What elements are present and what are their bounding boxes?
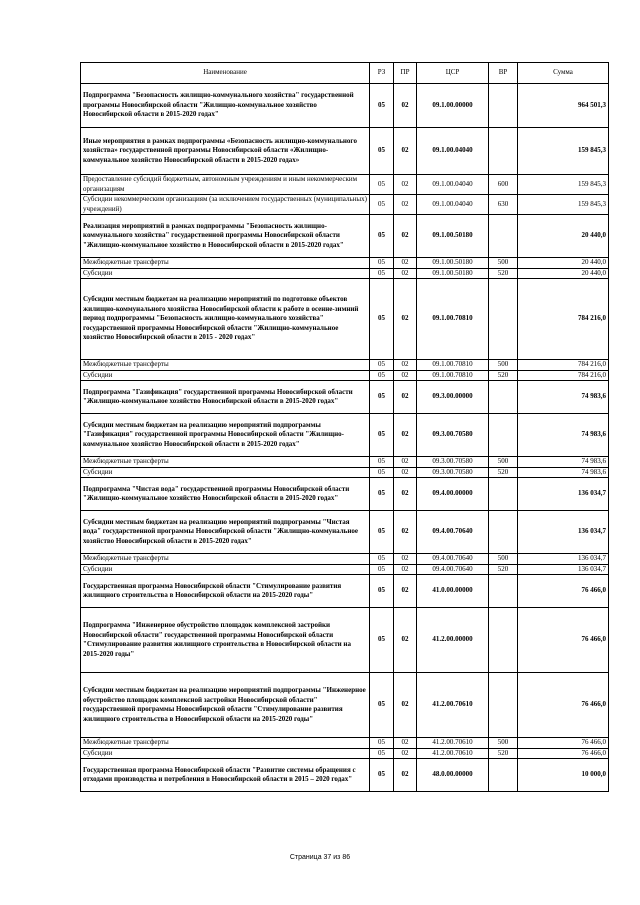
cell-name: Подпрограмма "Безопасность жилищно-коммунального хозяйства" государственной программы Новосибирской области "Жилищно-коммунальное хозяйство Новосибирской области в 2015-2020 годах" (81, 84, 370, 128)
cell-csr: 09.4.00.70640 (417, 564, 489, 575)
header-rz: РЗ (370, 63, 394, 84)
cell-name: Межбюджетные трансферты (81, 457, 370, 468)
cell-pr: 02 (394, 457, 417, 468)
cell-vr: 500 (489, 457, 518, 468)
cell-vr (489, 215, 518, 258)
cell-name: Межбюджетные трансферты (81, 554, 370, 565)
cell-vr: 520 (489, 748, 518, 759)
cell-name: Субсидии местным бюджетам на реализацию мероприятий подпрограммы "Газификация" государственной программы Новосибирской области "Жилищно-коммунальное хозяйство Новосибирской области в 2015-2020 годах" (81, 414, 370, 457)
cell-rz: 05 (370, 258, 394, 269)
cell-pr: 02 (394, 575, 417, 608)
cell-rz: 05 (370, 195, 394, 215)
budget-table (80, 62, 609, 792)
cell-name: Субсидии (81, 748, 370, 759)
cell-pr: 02 (394, 673, 417, 738)
cell-pr: 02 (394, 554, 417, 565)
cell-pr: 02 (394, 128, 417, 175)
header-sum: Сумма (518, 63, 609, 84)
cell-csr: 09.1.00.70810 (417, 360, 489, 371)
cell-vr: 520 (489, 268, 518, 279)
cell-sum: 74 983,6 (518, 457, 609, 468)
table-row (81, 279, 609, 360)
cell-csr: 09.3.00.70580 (417, 414, 489, 457)
cell-name: Субсидии местным бюджетам на реализацию мероприятий по подготовке объектов жилищно-коммунального хозяйства Новосибирской области к работе в осенне-зимний период подпрограммы "Безопасность жилищно-коммунального хозяйства" государственной программы Новосибирской области "Жилищно-коммунальное хозяйство Новосибирской области в 2015 - 2020 годах" (81, 279, 370, 360)
table-row (81, 128, 609, 175)
table-body (81, 84, 609, 792)
cell-csr: 09.1.00.00000 (417, 84, 489, 128)
header-csr: ЦСР (417, 63, 489, 84)
cell-rz: 05 (370, 457, 394, 468)
cell-csr: 09.1.00.50180 (417, 258, 489, 269)
cell-name: Субсидии местным бюджетам на реализацию мероприятий подпрограммы "Инженерное обустройство площадок комплексной застройки Новосибирской области" государственной программы Новосибирской области "Стимулирование развития жилищного строительства в Новосибирской области на 2015-2020 годы" (81, 673, 370, 738)
cell-vr (489, 279, 518, 360)
cell-sum: 76 466,0 (518, 748, 609, 759)
cell-sum: 20 440,0 (518, 268, 609, 279)
cell-csr: 41.2.00.70610 (417, 748, 489, 759)
cell-csr: 09.3.00.00000 (417, 381, 489, 414)
cell-rz: 05 (370, 128, 394, 175)
cell-rz: 05 (370, 84, 394, 128)
cell-name: Государственная программа Новосибирской области "Стимулирование развития жилищного строительства в Новосибирской области на 2015-2020 годы" (81, 575, 370, 608)
header-pr: ПР (394, 63, 417, 84)
cell-sum: 159 845,3 (518, 195, 609, 215)
cell-vr (489, 575, 518, 608)
cell-pr: 02 (394, 564, 417, 575)
cell-sum: 76 466,0 (518, 673, 609, 738)
cell-csr: 09.3.00.70580 (417, 457, 489, 468)
cell-sum: 784 216,0 (518, 360, 609, 371)
cell-sum: 136 034,7 (518, 564, 609, 575)
cell-sum: 20 440,0 (518, 215, 609, 258)
cell-rz: 05 (370, 673, 394, 738)
cell-name: Субсидии некоммерческим организациям (за исключением государственных (муниципальных) учреждений) (81, 195, 370, 215)
table-row (81, 195, 609, 215)
cell-vr: 600 (489, 175, 518, 195)
cell-vr: 630 (489, 195, 518, 215)
cell-rz: 05 (370, 360, 394, 371)
cell-vr (489, 84, 518, 128)
cell-csr: 09.1.00.04040 (417, 175, 489, 195)
cell-csr: 41.2.00.70610 (417, 738, 489, 749)
cell-name: Межбюджетные трансферты (81, 360, 370, 371)
cell-pr: 02 (394, 215, 417, 258)
cell-csr: 09.1.00.50180 (417, 215, 489, 258)
cell-vr (489, 511, 518, 554)
cell-sum: 20 440,0 (518, 258, 609, 269)
cell-rz: 05 (370, 575, 394, 608)
cell-pr: 02 (394, 608, 417, 673)
cell-vr: 520 (489, 370, 518, 381)
cell-vr: 500 (489, 258, 518, 269)
cell-csr: 09.1.00.04040 (417, 195, 489, 215)
cell-csr: 41.0.00.00000 (417, 575, 489, 608)
table-row (81, 268, 609, 279)
cell-vr (489, 673, 518, 738)
cell-vr: 500 (489, 738, 518, 749)
cell-rz: 05 (370, 748, 394, 759)
cell-pr: 02 (394, 467, 417, 478)
cell-name: Субсидии (81, 467, 370, 478)
table-row (81, 175, 609, 195)
cell-sum: 76 466,0 (518, 575, 609, 608)
cell-pr: 02 (394, 360, 417, 371)
cell-pr: 02 (394, 738, 417, 749)
cell-rz: 05 (370, 738, 394, 749)
cell-pr: 02 (394, 268, 417, 279)
cell-name: Иные мероприятия в рамках подпрограммы «Безопасность жилищно-коммунального хозяйства» государственной программы Новосибирской области «Жилищно-коммунальное хозяйство Новосибирской области в 2015-2020 годах» (81, 128, 370, 175)
cell-pr: 02 (394, 748, 417, 759)
cell-vr: 520 (489, 564, 518, 575)
cell-name: Государственная программа Новосибирской области "Развитие системы обращения с отходами производства и потребления в Новосибирской области в 2015 – 2020 годах" (81, 759, 370, 792)
cell-sum: 136 034,7 (518, 511, 609, 554)
cell-name: Подпрограмма "Газификация" государственной программы Новосибирской области "Жилищно-коммунальное хозяйство Новосибирской области в 2015-2020 годах" (81, 381, 370, 414)
cell-name: Субсидии (81, 564, 370, 575)
cell-name: Субсидии (81, 370, 370, 381)
cell-rz: 05 (370, 370, 394, 381)
cell-vr (489, 128, 518, 175)
cell-csr: 41.2.00.70610 (417, 673, 489, 738)
cell-sum: 159 845,3 (518, 128, 609, 175)
cell-pr: 02 (394, 258, 417, 269)
cell-csr: 09.3.00.70580 (417, 467, 489, 478)
cell-vr (489, 381, 518, 414)
cell-pr: 02 (394, 195, 417, 215)
cell-csr: 09.4.00.70640 (417, 554, 489, 565)
cell-pr: 02 (394, 511, 417, 554)
cell-vr (489, 759, 518, 792)
table-row (81, 414, 609, 457)
cell-pr: 02 (394, 414, 417, 457)
cell-rz: 05 (370, 608, 394, 673)
table-row (81, 748, 609, 759)
cell-rz: 05 (370, 511, 394, 554)
table-row (81, 738, 609, 749)
cell-rz: 05 (370, 215, 394, 258)
cell-rz: 05 (370, 554, 394, 565)
cell-name: Субсидии (81, 268, 370, 279)
cell-rz: 05 (370, 279, 394, 360)
cell-sum: 136 034,7 (518, 478, 609, 511)
table-row (81, 381, 609, 414)
table-row (81, 370, 609, 381)
cell-name: Подпрограмма "Чистая вода" государственной программы Новосибирской области "Жилищно-коммунальное хозяйство Новосибирской области в 2015-2020 годах" (81, 478, 370, 511)
table-row (81, 258, 609, 269)
table-row (81, 673, 609, 738)
cell-rz: 05 (370, 467, 394, 478)
cell-csr: 09.4.00.70640 (417, 511, 489, 554)
cell-vr (489, 414, 518, 457)
cell-csr: 09.1.00.50180 (417, 268, 489, 279)
header-name: Наименование (81, 63, 370, 84)
cell-rz: 05 (370, 268, 394, 279)
table-row (81, 84, 609, 128)
cell-name: Межбюджетные трансферты (81, 258, 370, 269)
header-vr: ВР (489, 63, 518, 84)
cell-pr: 02 (394, 370, 417, 381)
cell-pr: 02 (394, 478, 417, 511)
cell-sum: 159 845,3 (518, 175, 609, 195)
cell-sum: 74 983,6 (518, 467, 609, 478)
cell-vr (489, 478, 518, 511)
cell-rz: 05 (370, 175, 394, 195)
cell-csr: 41.2.00.00000 (417, 608, 489, 673)
cell-pr: 02 (394, 279, 417, 360)
cell-csr: 09.1.00.70810 (417, 279, 489, 360)
cell-name: Реализация мероприятий в рамках подпрограммы "Безопасность жилищно-коммунального хозяйства" государственной программы Новосибирской области "Жилищно-коммунальное хозяйство в Новосибирской области в 2015-2020 годах" (81, 215, 370, 258)
cell-name: Межбюджетные трансферты (81, 738, 370, 749)
table-row (81, 215, 609, 258)
cell-vr: 500 (489, 360, 518, 371)
cell-csr: 09.1.00.70810 (417, 370, 489, 381)
cell-sum: 74 983,6 (518, 414, 609, 457)
cell-rz: 05 (370, 381, 394, 414)
cell-csr: 09.4.00.00000 (417, 478, 489, 511)
table-row (81, 360, 609, 371)
cell-pr: 02 (394, 759, 417, 792)
table-row (81, 554, 609, 565)
cell-rz: 05 (370, 564, 394, 575)
cell-sum: 76 466,0 (518, 738, 609, 749)
table-header-row (81, 63, 609, 84)
table-row (81, 575, 609, 608)
table-row (81, 467, 609, 478)
table-row (81, 478, 609, 511)
cell-vr: 520 (489, 467, 518, 478)
cell-name: Подпрограмма "Инженерное обустройство площадок комплексной застройки Новосибирской области" государственной программы Новосибирской области "Стимулирование развития жилищного строительства в Новосибирской области на 2015-2020 годы" (81, 608, 370, 673)
cell-vr (489, 608, 518, 673)
table-row (81, 759, 609, 792)
cell-pr: 02 (394, 381, 417, 414)
cell-sum: 964 501,3 (518, 84, 609, 128)
cell-name: Субсидии местным бюджетам на реализацию мероприятий подпрограммы "Чистая вода" государственной программы Новосибирской области "Жилищно-коммунальное хозяйство Новосибирской области в 2015-2020 годах" (81, 511, 370, 554)
cell-csr: 48.0.00.00000 (417, 759, 489, 792)
cell-sum: 10 000,0 (518, 759, 609, 792)
cell-sum: 784 216,0 (518, 279, 609, 360)
table-row (81, 564, 609, 575)
table-row (81, 457, 609, 468)
cell-rz: 05 (370, 478, 394, 511)
cell-sum: 136 034,7 (518, 554, 609, 565)
table-row (81, 511, 609, 554)
cell-pr: 02 (394, 175, 417, 195)
cell-sum: 76 466,0 (518, 608, 609, 673)
cell-rz: 05 (370, 414, 394, 457)
cell-sum: 74 983,6 (518, 381, 609, 414)
page-footer: Страница 37 из 86 (289, 854, 351, 861)
cell-vr: 500 (489, 554, 518, 565)
cell-rz: 05 (370, 759, 394, 792)
cell-pr: 02 (394, 84, 417, 128)
cell-name: Предоставление субсидий бюджетным, автономным учреждениям и иным некоммерческим организациям (81, 175, 370, 195)
cell-csr: 09.1.00.04040 (417, 128, 489, 175)
table-row (81, 608, 609, 673)
cell-sum: 784 216,0 (518, 370, 609, 381)
